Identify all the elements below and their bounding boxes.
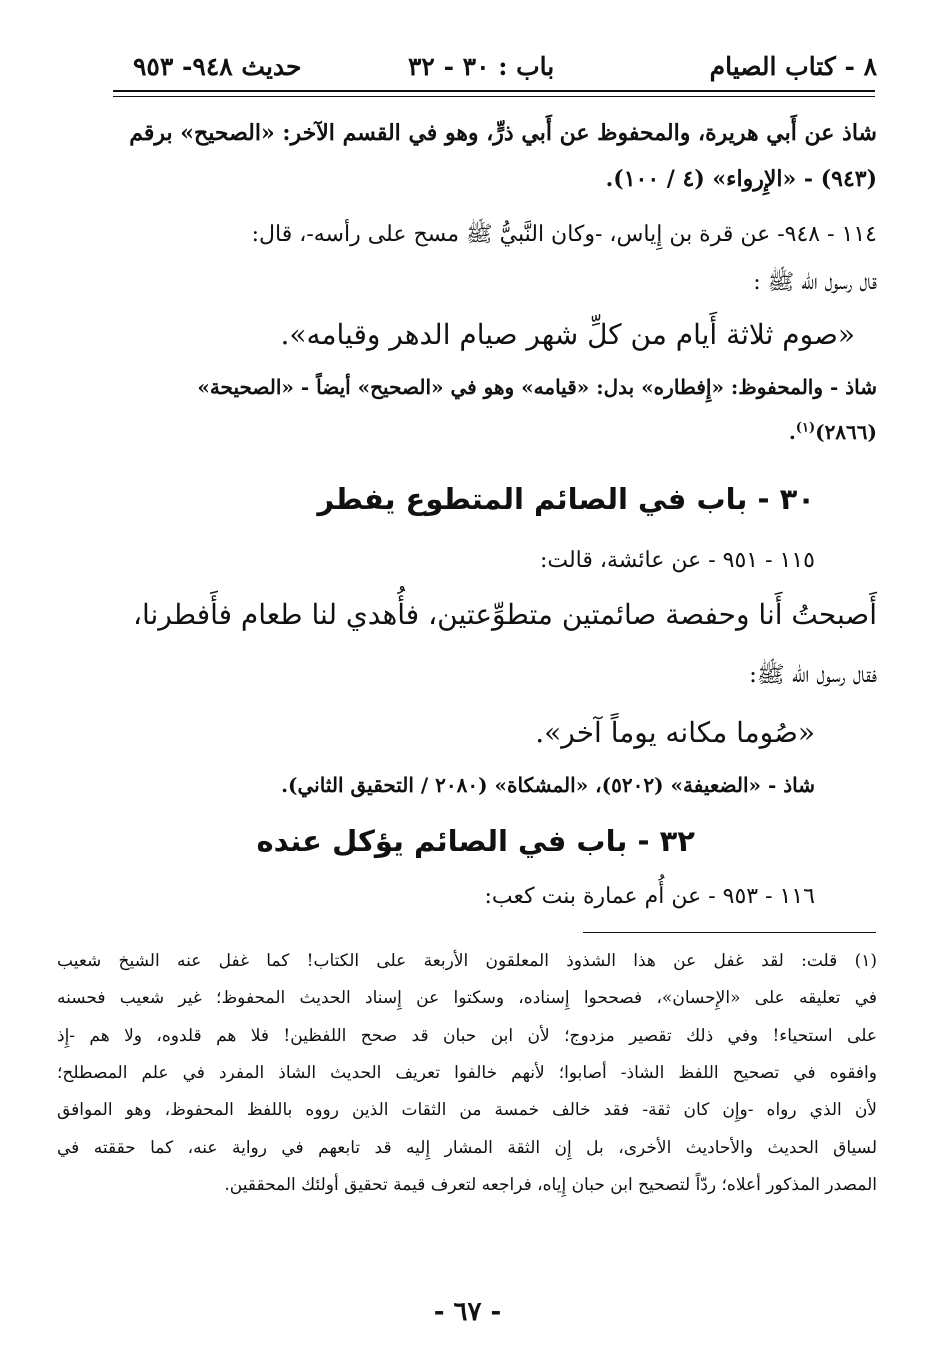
footnote-line-4: وافقوه في تصحيح اللفظ الشاذ- أصابوا؛ لأنهم خالفوا تعريف الحديث الشاذ المفرد في علم المصطلح؛ bbox=[57, 1063, 877, 1083]
hadith-115-chain: ١١٥ - ٩٥١ - عن عائشة، قالت: bbox=[539, 548, 815, 573]
hadith-114-ref: (٢٨٦٦) bbox=[815, 420, 877, 444]
header-chapter: ٨ - كتاب الصيام bbox=[709, 52, 877, 81]
footnote-rule bbox=[583, 932, 876, 933]
footnote-line-2: في تعليقه على «الإِحسان»، فصححوا إِسناده، وسكتوا عن إِسناد الحديث المحفوظ؛ غير شعيب فحسنه bbox=[57, 988, 877, 1008]
hadith-115-text: أَصبحتُ أَنا وحفصة صائمتين متطوِّعتين، فأُهدي لنا طعام فأَفطرنا، bbox=[132, 598, 877, 631]
hadith-115-intro: فقال رسول الله ﷺ: bbox=[749, 662, 877, 688]
chapter-heading-32: ٣٢ - باب في الصائم يؤكل عنده bbox=[256, 824, 695, 858]
period: . bbox=[788, 420, 796, 444]
header-hadith-range: حديث ٩٤٨- ٩٥٣ bbox=[133, 52, 302, 81]
header-rule bbox=[113, 90, 875, 92]
hadith-115-grading: شاذ - «الضعيفة» (٥٢٠٢)، «المشكاة» (٢٠٨٠ / التحقيق الثاني). bbox=[281, 773, 815, 797]
footnote-line-1: (١) قلت: لقد غفل عن هذا الشذوذ المعلقون الأربعة على الكتاب! كما غفل عنه الشيخ شعيب bbox=[57, 951, 877, 971]
footnote-line-7: المصدر المذكور أعلاه؛ ردّاً لتصحيح ابن حبان إِياه، فراجعه لتعرف قيمة تحقيق أولئك المحققين. bbox=[224, 1175, 877, 1195]
page-number: - ٦٧ - bbox=[433, 1297, 502, 1327]
hadith-114-grading: شاذ - والمحفوظ: «إِفطاره» بدل: «قيامه» وهو في «الصحيح» أيضاً - «الصحيحة» bbox=[197, 375, 877, 399]
hadith-115-quote: «صُوما مكانه يوماً آخر». bbox=[535, 716, 815, 749]
header-bab: باب : ٣٠ - ٣٢ bbox=[408, 52, 555, 81]
footnote-line-5: لأن الذي رواه -وإِن كان ثقة- فقد خالف خمسة من الثقات الذين رووه باللفظ المحفوظ، وهو الموافق bbox=[57, 1100, 877, 1120]
text-line-1: شاذ عن أَبي هريرة، والمحفوظ عن أَبي ذرٍّ، وهو في القسم الآخر: «الصحيح» برقم bbox=[129, 120, 877, 146]
hadith-114-text: «صوم ثلاثة أَيام من كلِّ شهر صيام الدهر وقيامه». bbox=[280, 318, 855, 351]
header-rule-thin bbox=[113, 96, 875, 97]
chapter-heading-30: ٣٠ - باب في الصائم المتطوع يفطر bbox=[317, 482, 815, 516]
hadith-114-intro: قال رسول الله ﷺ : bbox=[753, 270, 877, 295]
hadith-116-chain: ١١٦ - ٩٥٣ - عن أُم عمارة بنت كعب: bbox=[484, 884, 815, 909]
hadith-114-chain: ١١٤ - ٩٤٨- عن قرة بن إِياس، -وكان النَّبيُّ ﷺ مسح على رأسه-، قال: bbox=[251, 222, 877, 247]
footnote-line-3: على استحياء! وفي ذلك تقصير مزدوج؛ لأن ابن حبان قد صحح اللفظين! فلا هم قلدوه، ولا هم -إِذ bbox=[57, 1026, 877, 1046]
footnote-marker[interactable]: (١) bbox=[795, 420, 816, 436]
text-line-2: (٩٤٣) - «الإِرواء» (٤ / ١٠٠). bbox=[605, 166, 877, 192]
footnote-line-6: لسياق الحديث والأحاديث الأخرى، بل إِن الثقة المشار إِليه قد تابعهم في رواية عنه، كما حققته في bbox=[57, 1138, 877, 1158]
hadith-114-grading-cont bbox=[789, 420, 877, 444]
